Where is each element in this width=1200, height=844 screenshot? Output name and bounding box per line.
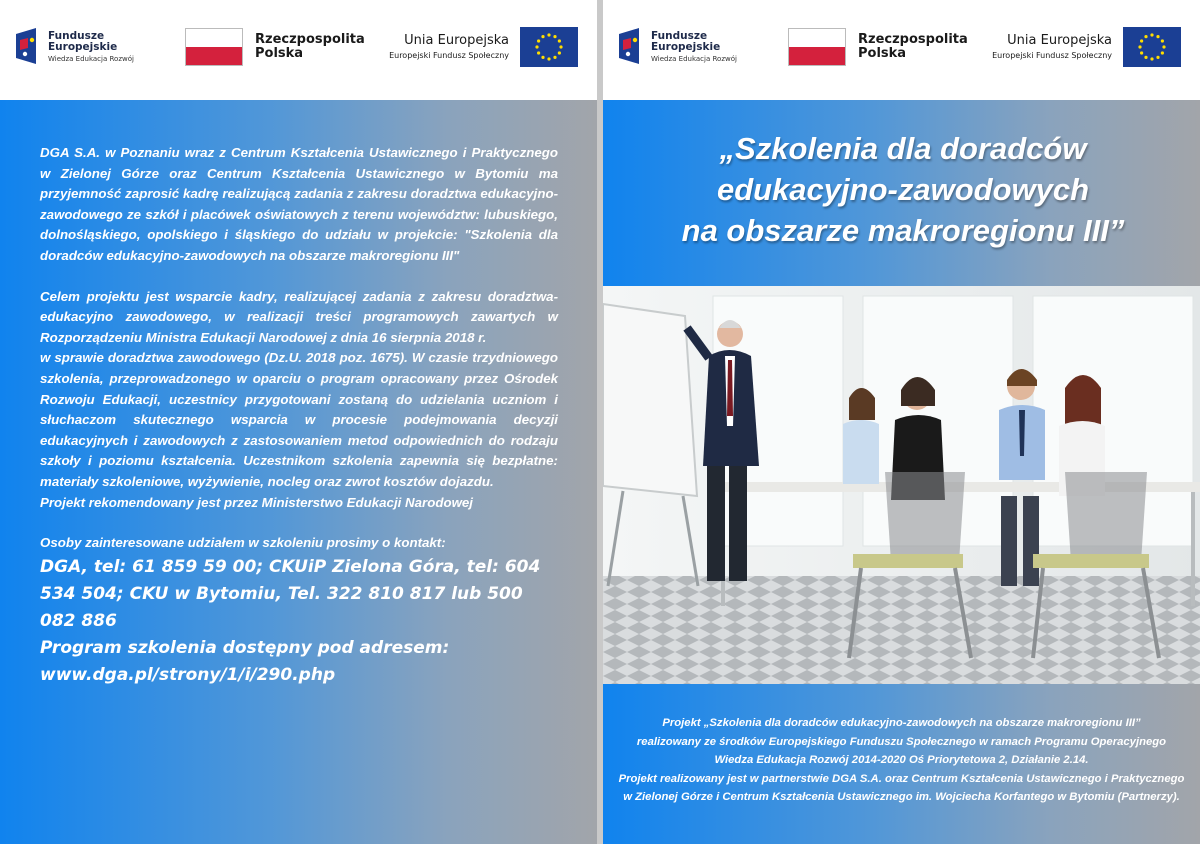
eu-star-icon <box>1140 51 1143 54</box>
eu-star-icon <box>558 51 561 54</box>
eu-star-icon <box>541 56 544 59</box>
rzeczpospolita-polska-label: Rzeczpospolita Polska <box>255 32 365 61</box>
goal-paragraph-1: Celem projektu jest wsparcie kadry, realizującej zadania z zakresu doradztwa-edukacyjno zawodowego, w realizacji treści programowych zawartych w Rozporządzeniu Ministra Edukacji Narodowej z dnia 16 sierpnia 2018 r. <box>40 288 558 345</box>
fundusze-subtitle: Wiedza Edukacja Rozwój <box>48 55 134 63</box>
polish-flag-icon <box>788 28 846 66</box>
right-page <box>603 0 1200 844</box>
eu-star-icon <box>1150 57 1153 60</box>
eu-star-icon <box>553 35 556 38</box>
project-footer <box>613 714 1190 807</box>
eu-star-icon <box>1144 35 1147 38</box>
eu-star-icon <box>553 56 556 59</box>
eu-flag-icon <box>520 27 578 67</box>
eu-star-icon <box>537 39 540 42</box>
fundusze-subtitle: Wiedza Edukacja Rozwój <box>651 55 737 63</box>
contact-intro: Osoby zainteresowane udziałem w szkoleniu prosimy o kontakt: <box>40 535 446 551</box>
footer-line: w Zielonej Górze i Centrum Kształcenia Ustawicznego im. Wojciecha Korfantego w Bytomiu (Partnerzy). <box>623 791 1180 803</box>
eu-star-icon <box>1144 56 1147 59</box>
eu-star-icon <box>1156 35 1159 38</box>
eu-star-icon <box>1140 39 1143 42</box>
eu-star-icon <box>1138 45 1141 48</box>
fundusze-europejskie-mark-icon <box>16 28 40 64</box>
left-body <box>40 143 558 689</box>
eu-star-icon <box>1161 51 1164 54</box>
fundusze-europejskie-logo <box>16 26 166 70</box>
footer-line: Wiedza Edukacja Rozwój 2014-2020 Oś Priorytetowa 2, Działanie 2.14. <box>714 754 1089 766</box>
footer-box <box>603 684 1200 844</box>
title-box <box>603 100 1200 286</box>
fundusze-title: Fundusze Europejskie <box>651 30 721 53</box>
program-url[interactable]: www.dga.pl/strony/1/i/290.php <box>40 664 336 685</box>
eu-star-icon <box>1150 33 1153 36</box>
eu-star-icon <box>547 33 550 36</box>
eu-title: Unia Europejska <box>1007 33 1112 48</box>
eu-star-icon <box>558 39 561 42</box>
eu-title: Unia Europejska <box>404 33 509 48</box>
meeting-illustration <box>603 286 1200 684</box>
eu-subtitle: Europejski Fundusz Społeczny <box>389 51 509 60</box>
page-title: „Szkolenia dla doradców edukacyjno-zawodowych na obszarze makroregionu III” <box>681 131 1125 248</box>
goal-paragraph-2: w sprawie doradztwa zawodowego (Dz.U. 2018 poz. 1675). W czasie trzydniowego szkolenia, przeprowadzonego w oparciu o program opracowany przez Ośrodek Rozwoju Edukacji, uczestnicy przygotowani zostaną do udzielania uczniom i słuchaczom skutecznego wsparcia w procesie podejmowania decyzji edukacyjnych i zawodowych z zastosowaniem metod odpowiednich do rodzaju szkoły i poziomu kształcenia. Uczestnikom szkolenia zapewnia się bezpłatne: materiały szkoleniowe, wyżywienie, nocleg oraz zwrot kosztów dojazdu. <box>40 350 558 489</box>
contact-phones: DGA, tel: 61 859 59 00; CKUiP Zielona Góra, tel: 604 534 504; CKU w Bytomiu, Tel. 322 810 817 lub 500 082 886 <box>40 556 541 631</box>
training-photo <box>603 286 1200 684</box>
eu-star-icon <box>535 45 538 48</box>
eu-star-icon <box>1156 56 1159 59</box>
polish-flag-icon <box>185 28 243 66</box>
fundusze-europejskie-mark-icon <box>619 28 643 64</box>
footer-line: realizowany ze środków Europejskiego Funduszu Społecznego w ramach Programu Operacyjnego <box>636 735 1167 748</box>
eu-flag-icon <box>1123 27 1181 67</box>
eu-subtitle: Europejski Fundusz Społeczny <box>992 51 1112 60</box>
footer-line: Projekt „Szkolenia dla doradców edukacyjno-zawodowych na obszarze makroregionu III” <box>662 717 1141 729</box>
eu-star-icon <box>547 57 550 60</box>
left-page <box>0 0 597 844</box>
program-label: Program szkolenia dostępny pod adresem: <box>40 637 450 658</box>
logo-bar <box>0 0 597 100</box>
fundusze-title: Fundusze Europejskie <box>48 30 118 53</box>
goal-paragraph-3: Projekt rekomendowany jest przez Ministerstwo Edukacji Narodowej <box>40 494 473 510</box>
intro-paragraph: DGA S.A. w Poznaniu wraz z Centrum Kształcenia Ustawicznego i Praktycznego w Zielonej Górze oraz Centrum Kształcenia Ustawicznego w Bytomiu ma przyjemność zaprosić kadrę realizującą zadania z zakresu doradztwa edukacyjno-zawodowego ze szkół i placówek oświatowych z terenu województw: lubuskiego, dolnośląskiego, opolskiego i śląskiego do udziału w projekcie: "Szkolenia dla doradców edukacyjno-zawodowych na obszarze makroregionu III" <box>40 145 558 263</box>
fundusze-europejskie-logo <box>619 26 769 70</box>
eu-star-icon <box>537 51 540 54</box>
eu-star-icon <box>1162 45 1165 48</box>
eu-star-icon <box>541 35 544 38</box>
eu-star-icon <box>559 45 562 48</box>
rzeczpospolita-polska-label: Rzeczpospolita Polska <box>858 32 968 61</box>
logo-bar <box>603 0 1200 100</box>
footer-line: Projekt realizowany jest w partnerstwie DGA S.A. oraz Centrum Kształcenia Ustawicznego i Praktycznego <box>618 772 1185 785</box>
eu-star-icon <box>1161 39 1164 42</box>
